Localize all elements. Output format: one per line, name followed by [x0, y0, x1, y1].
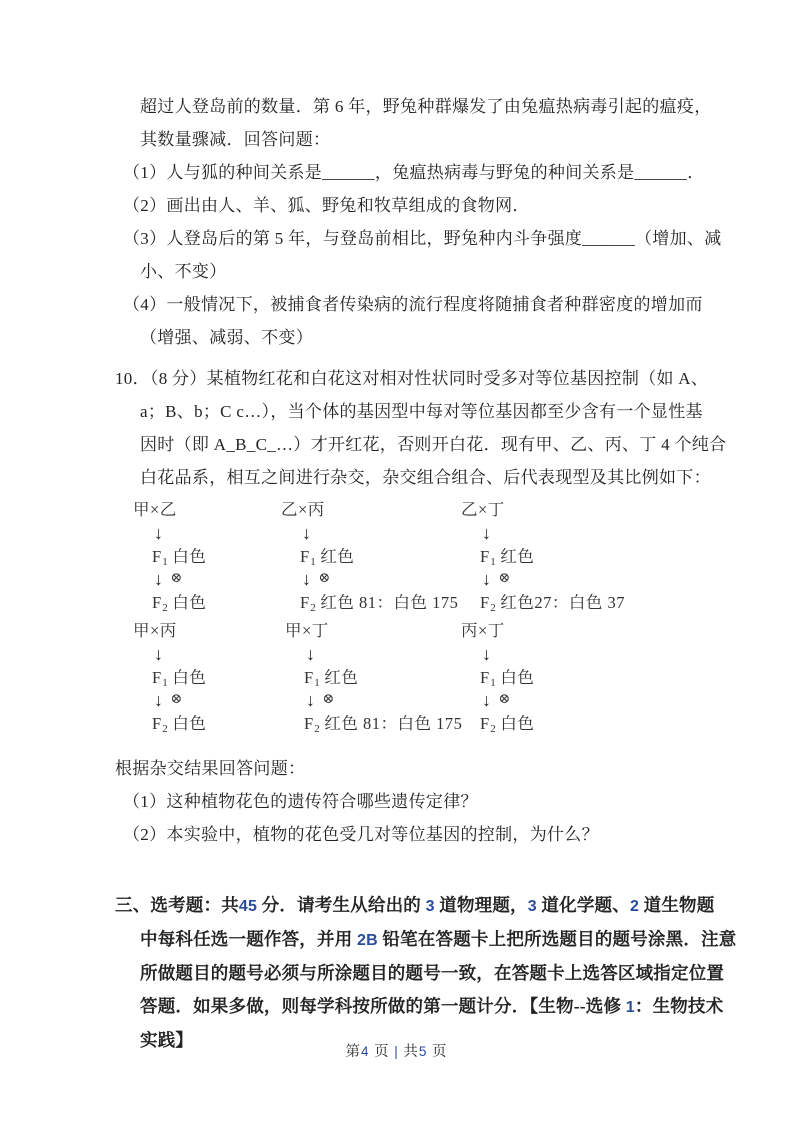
arrow-down-icon: ↓: [302, 569, 312, 589]
f1-result: $F_1$ 红色: [304, 668, 359, 689]
f1-result: $F_1$ 白色: [152, 547, 207, 568]
question-10-sub1: （1）这种植物花色的遗传符合哪些遗传定律？: [123, 792, 478, 811]
section-3-line: 所做题目的题号必须与所涂题目的题号一致，在答题卡上选答区域指定位置: [140, 963, 725, 983]
cross-parents: 丙×丁: [461, 621, 505, 640]
cross-diagram: [285, 619, 462, 735]
question-10-line: 因时（即 A_B_C_…）才开红花，否则开白花．现有甲、乙、丙、丁 4 个纯合: [140, 435, 727, 454]
arrow-down-icon: ↓: [482, 690, 492, 710]
self-cross-icon: ⊗: [170, 692, 183, 707]
self-cross-icon: ⊗: [170, 571, 183, 586]
question-9-sub3: （3）人登岛后的第 5 年，与登岛前相比，野兔种内斗争强度______（增加、减: [123, 229, 722, 248]
f1-result: $F_1$ 白色: [480, 668, 535, 689]
question-10-block: [115, 362, 727, 494]
arrow-down-icon: ↓: [302, 523, 312, 543]
question-9-sub3-wrap: 小、不变）: [140, 262, 227, 281]
cross-diagram: [133, 619, 206, 735]
f2-result: $F_2$ 白色: [152, 593, 207, 614]
arrow-down-icon: ↓: [482, 523, 492, 543]
cross-parents: 甲×丙: [133, 621, 177, 640]
question-9-sub1: （1）人与狐的种间关系是______，兔瘟热病毒与野兔的种间关系是______．: [123, 163, 705, 182]
question-10-line: 白花品系，相互之间进行杂交，杂交组合组合、后代表现型及其比例如下：: [140, 468, 711, 487]
cross-parents: 乙×丁: [461, 500, 505, 519]
footer-text: 第: [345, 1044, 361, 1060]
arrow-down-icon: ↓: [482, 569, 492, 589]
arrow-down-icon: ↓: [154, 569, 164, 589]
cross-parents: 甲×乙: [133, 500, 177, 519]
arrow-down-icon: ↓: [306, 644, 316, 664]
question-10-prompt: 根据杂交结果回答问题：: [115, 759, 306, 778]
question-10-subquestions: [115, 752, 705, 851]
question-9-line: 其数量骤减．回答问题：: [140, 130, 331, 149]
question-9-line: 超过人登岛前的数量．第 6 年，野兔种群爆发了由兔瘟热病毒引起的瘟疫，: [140, 97, 712, 116]
question-9-block: [115, 90, 722, 354]
footer-separator: |: [394, 1044, 399, 1059]
arrow-down-icon: ↓: [306, 690, 316, 710]
cross-diagram: [461, 498, 625, 614]
cross-parents: 乙×丙: [281, 500, 325, 519]
section-3-line: 三、选考题：共45 分．请考生从给出的 3 道物理题，3 道化学题、2 道生物题: [115, 895, 715, 915]
f2-result: $F_2$ 红色 81：白色 175: [300, 593, 459, 614]
cross-diagram: [133, 498, 206, 614]
f2-result: $F_2$ 白色: [152, 714, 207, 735]
question-10-sub2: （2）本实验中，植物的花色受几对等位基因的控制，为什么？: [123, 825, 599, 844]
footer-page-number: 4: [360, 1044, 370, 1059]
section-3-instructions: [115, 889, 737, 1057]
footer-text: 页: [369, 1044, 395, 1060]
footer-text: 共: [398, 1044, 419, 1060]
arrow-down-icon: ↓: [482, 644, 492, 664]
f2-result: $F_2$ 红色27：白色 37: [480, 593, 625, 614]
f1-result: $F_1$ 红色: [300, 547, 355, 568]
self-cross-icon: ⊗: [498, 571, 511, 586]
section-3-line: 实践】: [140, 1030, 194, 1050]
question-9-sub4-wrap: （增强、减弱、不变）: [140, 328, 313, 347]
self-cross-icon: ⊗: [322, 692, 335, 707]
question-10-line: a；B、b；C c…），当个体的基因型中每对等位基因都至少含有一个显性基: [140, 402, 703, 421]
section-3-line: 答题．如果多做，则每学科按所做的第一题计分．【生物--选修 1：生物技术: [140, 996, 724, 1016]
footer-text: 页: [427, 1044, 448, 1060]
page-number-footer: [0, 1040, 793, 1061]
arrow-down-icon: ↓: [154, 690, 164, 710]
arrow-down-icon: ↓: [154, 644, 164, 664]
question-9-sub4: （4）一般情况下，被捕食者传染病的流行程度将随捕食者种群密度的增加而: [123, 295, 703, 314]
section-3-line: 中每科任选一题作答，并用 2B 铅笔在答题卡上把所选题目的题号涂黑．注意: [140, 929, 737, 949]
cross-diagram: [461, 619, 534, 735]
self-cross-icon: ⊗: [318, 571, 331, 586]
f2-result: $F_2$ 白色: [480, 714, 535, 735]
footer-total-pages: 5: [418, 1044, 428, 1059]
arrow-down-icon: ↓: [154, 523, 164, 543]
f1-result: $F_1$ 白色: [152, 668, 207, 689]
question-10-line: 10．（8 分）某植物红花和白花这对相对性状同时受多对等位基因控制（如 A、: [115, 369, 709, 388]
cross-diagram-grid: [115, 498, 705, 734]
f2-result: $F_2$ 红色 81：白色 175: [304, 714, 463, 735]
self-cross-icon: ⊗: [498, 692, 511, 707]
question-9-sub2: （2）画出由人、羊、狐、野兔和牧草组成的食物网．: [123, 196, 530, 215]
exam-content: [115, 90, 737, 1057]
cross-parents: 甲×丁: [285, 621, 329, 640]
cross-diagram: [281, 498, 458, 614]
f1-result: $F_1$ 红色: [480, 547, 535, 568]
